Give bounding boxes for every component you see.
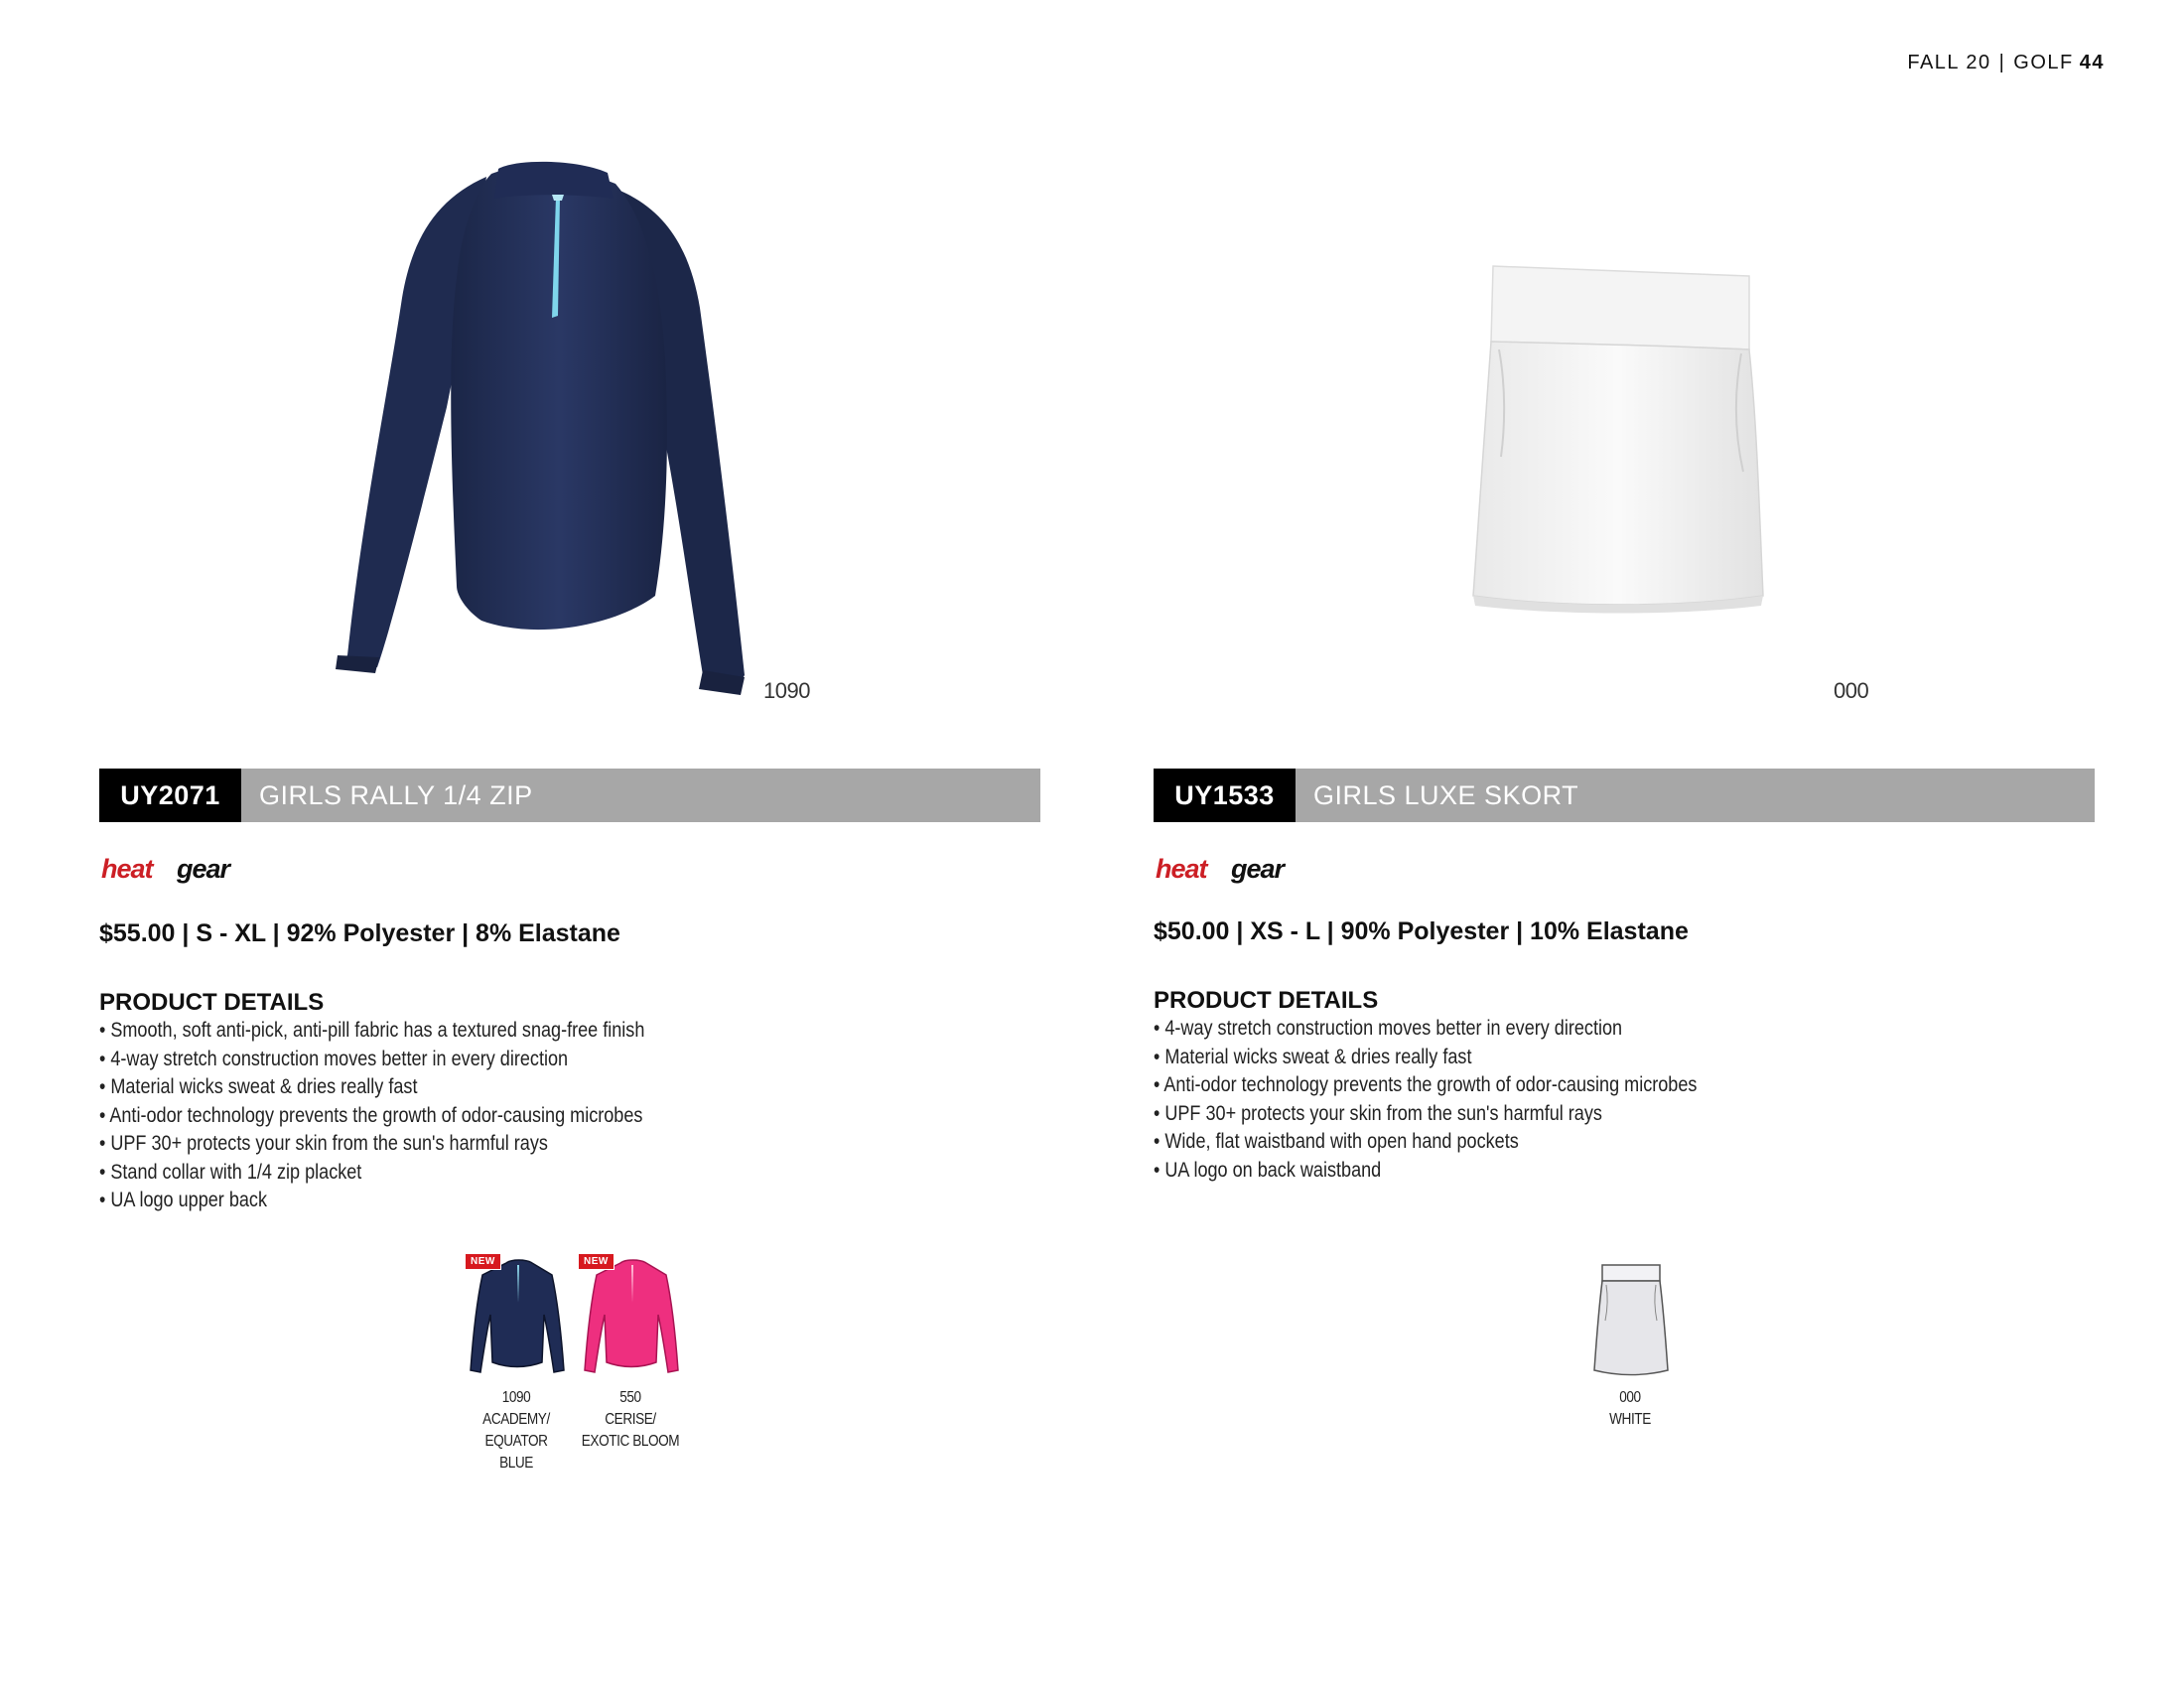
product-spec-line: $50.00 | XS - L | 90% Polyester | 10% Elastane [1154,917,1689,945]
product-name: GIRLS RALLY 1/4 ZIP [259,779,533,810]
detail-item: • Anti-odor technology prevents the growth of odor-causing microbes [1154,1071,1803,1100]
product-details-list [99,1017,749,1215]
svg-text:heat: heat [101,854,153,884]
detail-item: • UA logo upper back [99,1187,749,1215]
svg-text:gear: gear [1231,854,1285,884]
product-title-bar [1154,769,2095,822]
detail-item: • Material wicks sweat & dries really fast [99,1073,749,1102]
category-label: GOLF [2013,52,2074,73]
heatgear-logo [101,852,260,888]
heatgear-logo [1156,852,1314,888]
detail-item: • UA logo on back waistband [1154,1157,1803,1186]
detail-item: • UPF 30+ protects your skin from the sun's harmful rays [99,1130,749,1159]
style-code: UY2071 [99,769,241,822]
color-swatch-550[interactable] [566,1253,695,1453]
detail-item: • Wide, flat waistband with open hand pockets [1154,1128,1803,1157]
detail-item: • Smooth, soft anti-pick, anti-pill fabric has a textured snag-free finish [99,1017,749,1046]
detail-item: • 4-way stretch construction moves better in every direction [99,1046,749,1074]
hero-color-code: 000 [1834,678,1869,703]
hero-color-code: 1090 [763,678,810,703]
swatch-label: 1090 ACADEMY/ EQUATOR BLUE [482,1389,550,1472]
product-details-heading: PRODUCT DETAILS [99,989,325,1016]
product-spec-line: $55.00 | S - XL | 92% Polyester | 8% Elastane [99,919,620,947]
product-details-heading: PRODUCT DETAILS [1154,987,1379,1014]
season-label: FALL 20 [1907,52,1991,73]
skort-swatch-icon [1570,1253,1690,1382]
product-card-luxe-skort [1154,0,2107,1688]
product-name: GIRLS LUXE SKORT [1313,779,1579,810]
style-code: UY1533 [1154,769,1296,822]
svg-text:heat: heat [1156,854,1207,884]
page-number: 44 [2079,52,2105,73]
detail-item: • Stand collar with 1/4 zip placket [99,1159,749,1188]
detail-item: • Material wicks sweat & dries really fast [1154,1044,1803,1072]
detail-item: • UPF 30+ protects your skin from the sun's harmful rays [1154,1100,1803,1129]
detail-item: • Anti-odor technology prevents the growth of odor-causing microbes [99,1102,749,1131]
skort-product-image [1451,258,1789,616]
color-swatch-000[interactable] [1570,1253,1690,1431]
svg-text:gear: gear [177,854,230,884]
new-badge: NEW [578,1253,614,1270]
color-swatch-1090[interactable] [457,1253,576,1475]
header-separator: | [1998,52,2006,73]
product-details-list [1154,1015,1803,1185]
product-title-bar [99,769,1040,822]
new-badge: NEW [465,1253,501,1270]
quarter-zip-swatch-icon [457,1253,576,1382]
quarter-zip-swatch-icon [566,1253,695,1382]
swatch-label: 000 WHITE [1609,1389,1651,1428]
product-card-rally-quarter-zip [99,0,1052,1688]
detail-item: • 4-way stretch construction moves better in every direction [1154,1015,1803,1044]
quarter-zip-product-image [318,159,854,705]
swatch-label: 550 CERISE/ EXOTIC BLOOM [581,1389,680,1450]
